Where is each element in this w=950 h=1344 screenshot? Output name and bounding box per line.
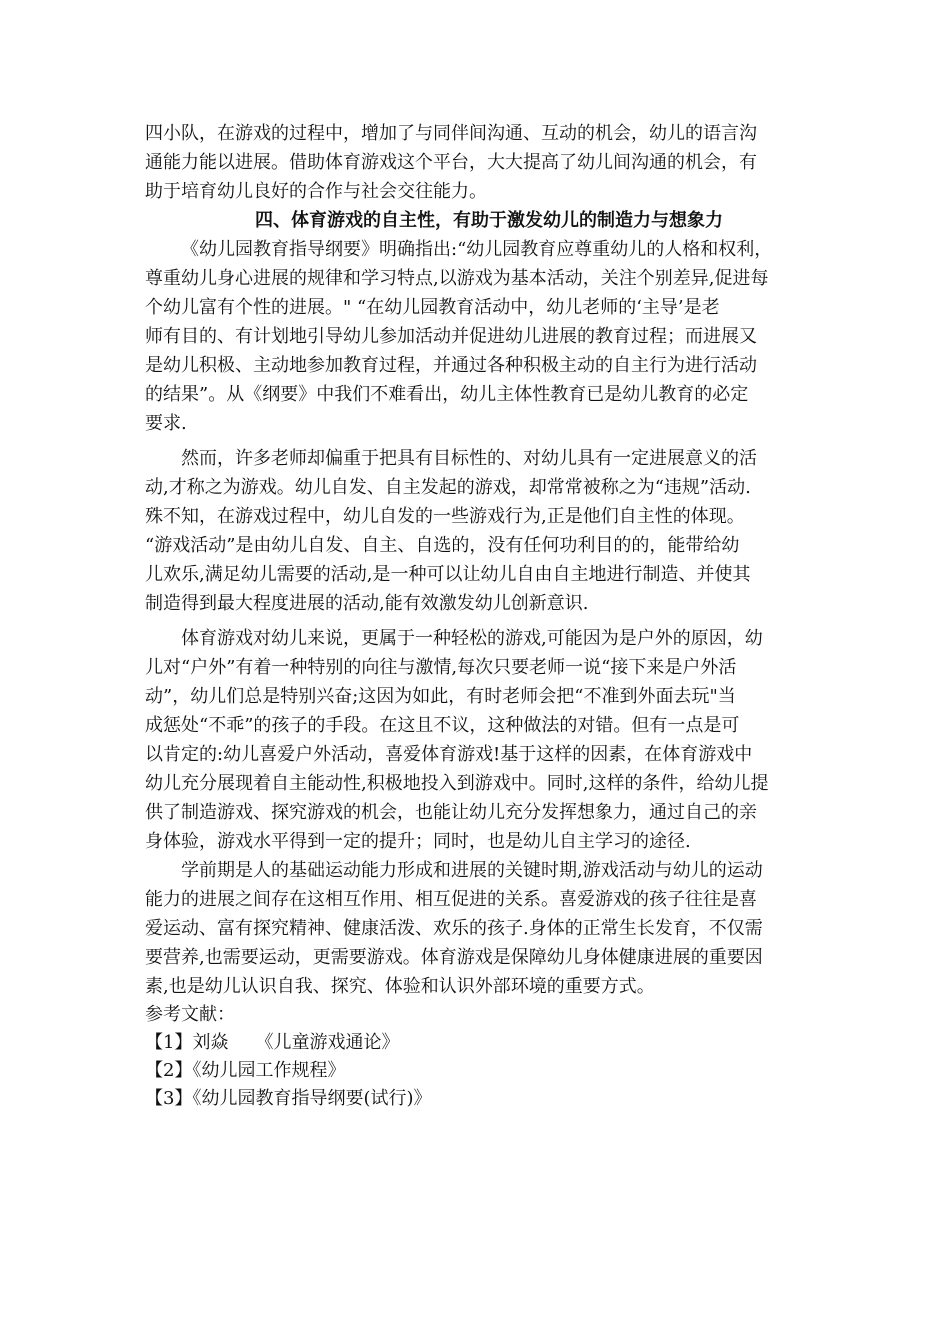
paragraph-outdoor-games [145, 624, 815, 856]
text-line: 动,才称之为游戏。幼儿自发、自主发起的游戏，却常常被称之为“违规”活动. [145, 477, 751, 498]
text-line: 四小队，在游戏的过程中，增加了与同伴间沟通、互动的机会，幼儿的语言沟 [145, 123, 757, 144]
text-line: 尊重幼儿身心进展的规律和学习特点,以游戏为基本活动，关注个别差异,促进每 [145, 268, 769, 289]
text-line: 身体验，游戏水平得到一定的提升；同时，也是幼儿自主学习的途径. [145, 831, 691, 852]
references-heading: 参考文献： [145, 1004, 235, 1025]
text-line: 动”，幼儿们总是特别兴奋;这因为如此，有时老师会把“不准到外面去玩"当 [145, 686, 736, 707]
text-line: 爱运动、富有探究精神、健康活泼、欢乐的孩子.身体的正常生长发育，不仅需 [145, 918, 763, 939]
text-line: 学前期是人的基础运动能力形成和进展的关键时期,游戏活动与幼儿的运动 [181, 860, 763, 881]
text-line: 体育游戏对幼儿来说，更属于一种轻松的游戏,可能因为是户外的原因，幼 [181, 628, 763, 649]
reference-item: 【2】《幼儿园工作规程》 [145, 1060, 346, 1081]
text-line: 能力的进展之间存在这相互作用、相互促进的关系。喜爱游戏的孩子往往是喜 [145, 889, 757, 910]
text-line: 要求. [145, 413, 187, 434]
text-line: 个幼儿富有个性的进展。" “在幼儿园教育活动中，幼儿老师的‘主导’是老 [145, 297, 720, 318]
text-line: 供了制造游戏、探究游戏的机会，也能让幼儿充分发挥想象力，通过自己的亲 [145, 802, 757, 823]
text-line: 《幼儿园教育指导纲要》明确指出:“幼儿园教育应尊重幼儿的人格和权利， [181, 239, 773, 260]
section-heading: 四、体育游戏的自主性，有助于激发幼儿的制造力与想象力 [255, 210, 723, 231]
text-line: 幼儿充分展现着自主能动性,积极地投入到游戏中。同时,这样的条件，给幼儿提 [145, 773, 769, 794]
text-line: 的结果”。从《纲要》中我们不难看出，幼儿主体性教育已是幼儿教育的必定 [145, 384, 749, 405]
text-line: 儿欢乐,满足幼儿需要的活动,是一种可以让幼儿自由自主地进行制造、并使其 [145, 564, 751, 585]
text-line: 要营养,也需要运动，更需要游戏。体育游戏是保障幼儿身体健康进展的重要因 [145, 947, 763, 968]
body-text [145, 119, 815, 1113]
text-line: 成惩处“不乖”的孩子的手段。在这且不议，这种做法的对错。但有一点是可 [145, 715, 740, 736]
text-line: 是幼儿积极、主动地参加教育过程，并通过各种积极主动的自主行为进行活动 [145, 355, 757, 376]
text-line: “游戏活动”是由幼儿自发、自主、自选的，没有任何功利目的的，能带给幼 [145, 535, 740, 556]
reference-item: 【1】刘焱 《儿童游戏通论》 [145, 1032, 400, 1053]
paragraph-preschool [145, 856, 815, 1001]
paragraph-guideline-quote [145, 235, 815, 438]
reference-item: 【3】《幼儿园教育指导纲要(试行)》 [145, 1088, 432, 1109]
text-line: 师有目的、有计划地引导幼儿参加活动并促进幼儿进展的教育过程；而进展又 [145, 326, 757, 347]
text-line: 助于培育幼儿良好的合作与社会交往能力。 [145, 181, 487, 202]
text-line: 素,也是幼儿认识自我、探究、体验和认识外部环境的重要方式。 [145, 976, 655, 997]
text-line: 制造得到最大程度进展的活动,能有效激发幼儿创新意识. [145, 593, 589, 614]
text-line: 然而，许多老师却偏重于把具有目标性的、对幼儿具有一定进展意义的活 [181, 448, 757, 469]
text-line: 通能力能以进展。借助体育游戏这个平台，大大提高了幼儿间沟通的机会，有 [145, 152, 757, 173]
text-line: 儿对“户外”有着一种特别的向往与激情,每次只要老师一说“接下来是户外活 [145, 657, 737, 678]
text-line: 殊不知，在游戏过程中，幼儿自发的一些游戏行为,正是他们自主性的体现。 [145, 506, 745, 527]
references-section [145, 1001, 815, 1113]
paragraph-continued [145, 119, 815, 206]
paragraph-however [145, 444, 815, 618]
text-line: 以肯定的:幼儿喜爱户外活动，喜爱体育游戏!基于这样的因素，在体育游戏中 [145, 744, 753, 765]
